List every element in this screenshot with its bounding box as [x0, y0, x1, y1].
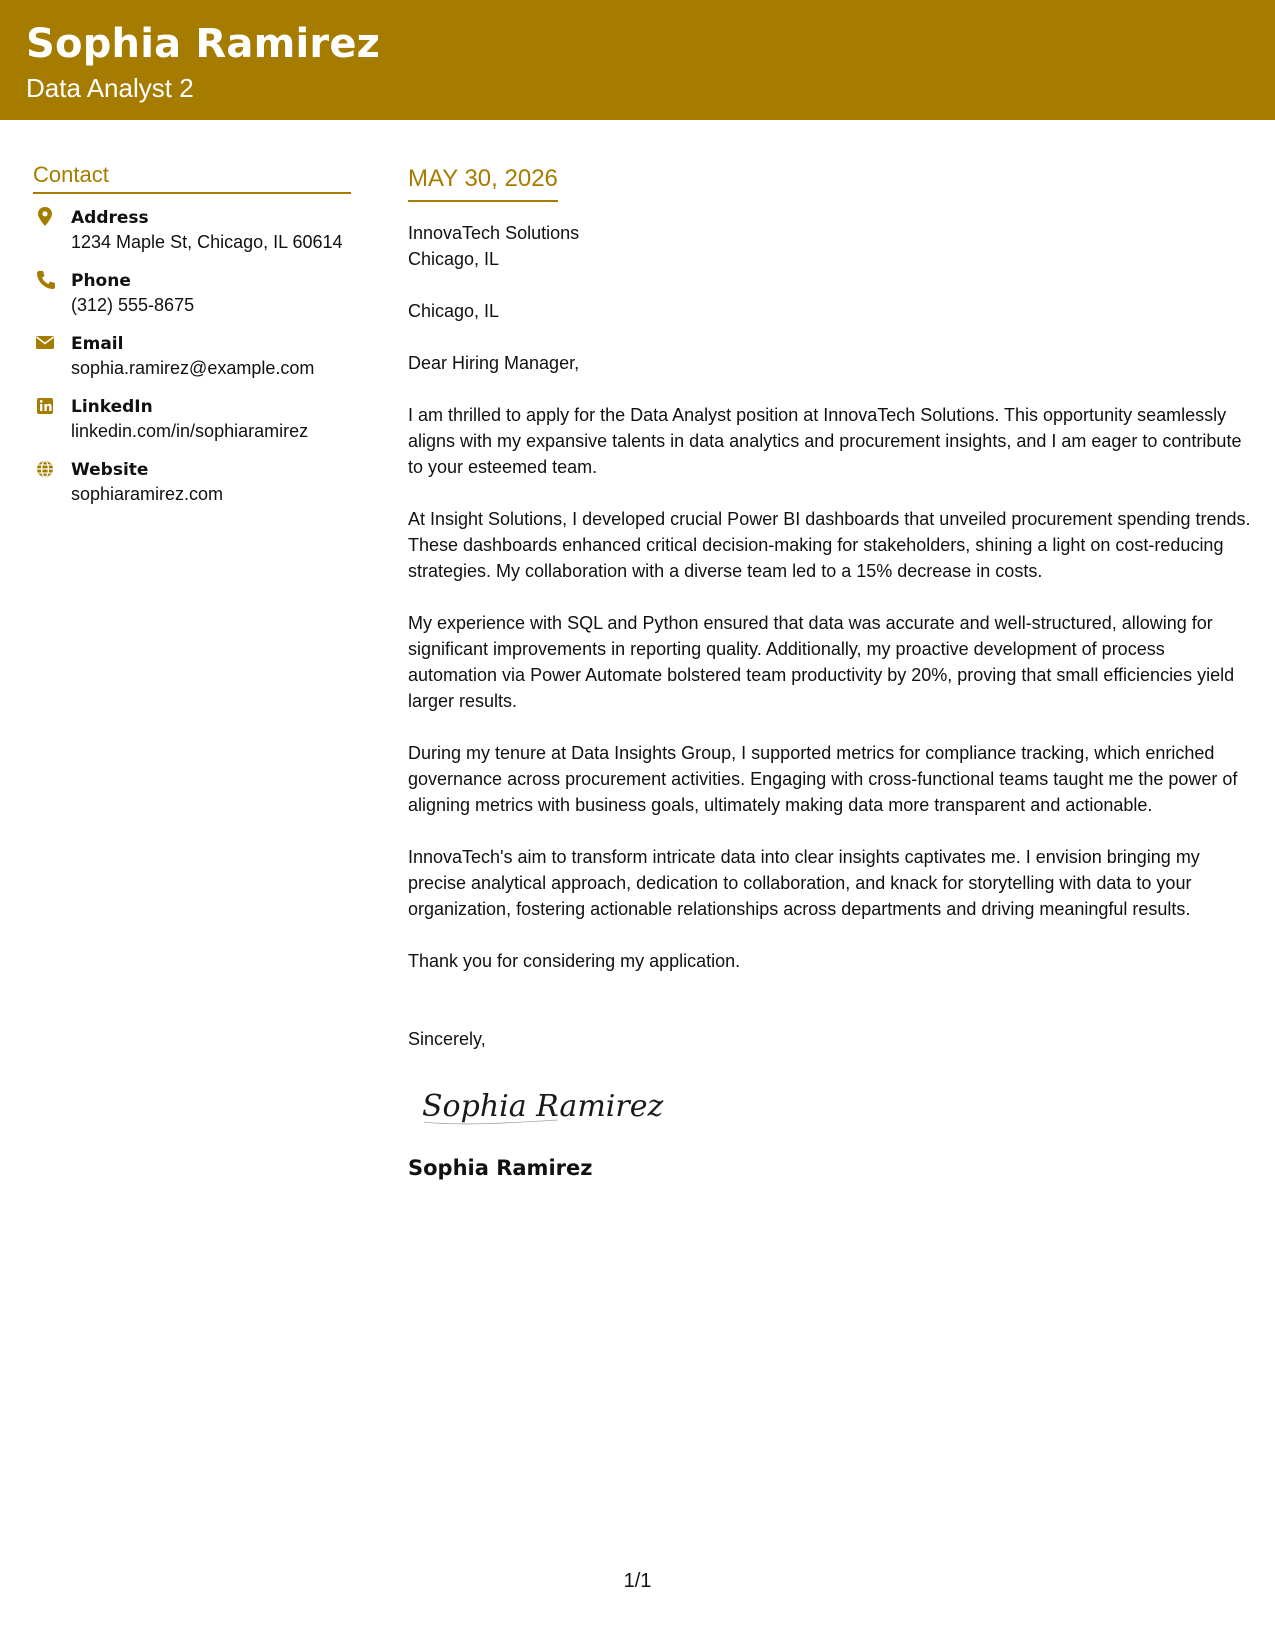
signature-text: Sophia Ramirez: [422, 1088, 664, 1124]
recipient-location: Chicago, IL: [408, 248, 500, 269]
location-pin-icon: [35, 206, 55, 228]
page-number: 1/1: [623, 1570, 652, 1592]
contact-list: [33, 206, 351, 521]
body-paragraph: InnovaTech's aim to transform intricate data into clear insights captivates me. I envision bringing my precise analytical approach, dedication to collaboration, and knack for storytelling with data to your organization, fostering actionable relationships across departments and driving meaningful results.: [408, 846, 1200, 919]
closing: Sincerely,: [408, 1028, 486, 1049]
body-paragraph: During my tenure at Data Insights Group, I supported metrics for compliance tracking, which enriched governance across procurement activities. Engaging with cross-functional teams taught me the power of aligning metrics with business goals, ultimately making data more transparent and actionable.: [408, 742, 1238, 815]
recipient-block: [408, 220, 1253, 272]
body-paragraph: I am thrilled to apply for the Data Analyst position at InnovaTech Solutions. This opportunity seamlessly aligns with my expansive talents in data analytics and procurement insights, and I am eager to contribute to your esteemed team.: [408, 404, 1242, 477]
salutation: Dear Hiring Manager,: [408, 352, 580, 373]
letter-date: MAY 30, 2026: [408, 165, 558, 202]
contact-label: Email: [71, 334, 124, 355]
recipient-company: InnovaTech Solutions: [408, 222, 580, 243]
linkedin-icon: [35, 395, 55, 417]
contact-item-website: [33, 458, 351, 521]
body-paragraph: At Insight Solutions, I developed crucial Power BI dashboards that unveiled procurement spending trends. These dashboards enhanced critical decision-making for stakeholders, shining a light on cost-reducing strategies. My collaboration with a diverse team led to a 15% decrease in costs.: [408, 508, 1251, 581]
body-paragraph: Thank you for considering my application.: [408, 950, 741, 971]
contact-item-linkedin: [33, 395, 351, 458]
contact-item-email: [33, 332, 351, 395]
contact-label: Address: [71, 208, 149, 229]
contact-label: Phone: [71, 271, 131, 292]
contact-label: Website: [71, 460, 149, 481]
phone-icon: [35, 269, 55, 291]
phone-value: (312) 555-8675: [71, 295, 195, 316]
globe-icon: [35, 458, 55, 480]
website-value[interactable]: sophiaramirez.com: [71, 484, 224, 505]
email-value[interactable]: sophia.ramirez@example.com: [71, 358, 315, 379]
contact-item-phone: [33, 269, 351, 332]
contact-item-address: [33, 206, 351, 269]
signature-image: [418, 1076, 668, 1136]
header-banner: [0, 0, 1275, 120]
linkedin-value[interactable]: linkedin.com/in/sophiaramirez: [71, 421, 309, 442]
cover-letter-body: [408, 165, 1253, 1182]
contact-sidebar: [33, 162, 351, 521]
body-paragraph: My experience with SQL and Python ensured that data was accurate and well-structured, allowing for significant improvements in reporting quality. Additionally, my proactive development of process automation via Power Automate bolstered team productivity by 20%, proving that small efficiencies yield larger results.: [408, 612, 1235, 711]
applicant-name: Sophia Ramirez: [26, 21, 381, 67]
applicant-role: Data Analyst 2: [26, 73, 194, 103]
contact-heading: Contact: [33, 162, 351, 194]
address-value: 1234 Maple St, Chicago, IL 60614: [71, 232, 343, 253]
sender-location: Chicago, IL: [408, 300, 500, 321]
contact-label: LinkedIn: [71, 397, 153, 418]
envelope-icon: [35, 332, 55, 354]
signoff-name: Sophia Ramirez: [408, 1155, 593, 1180]
